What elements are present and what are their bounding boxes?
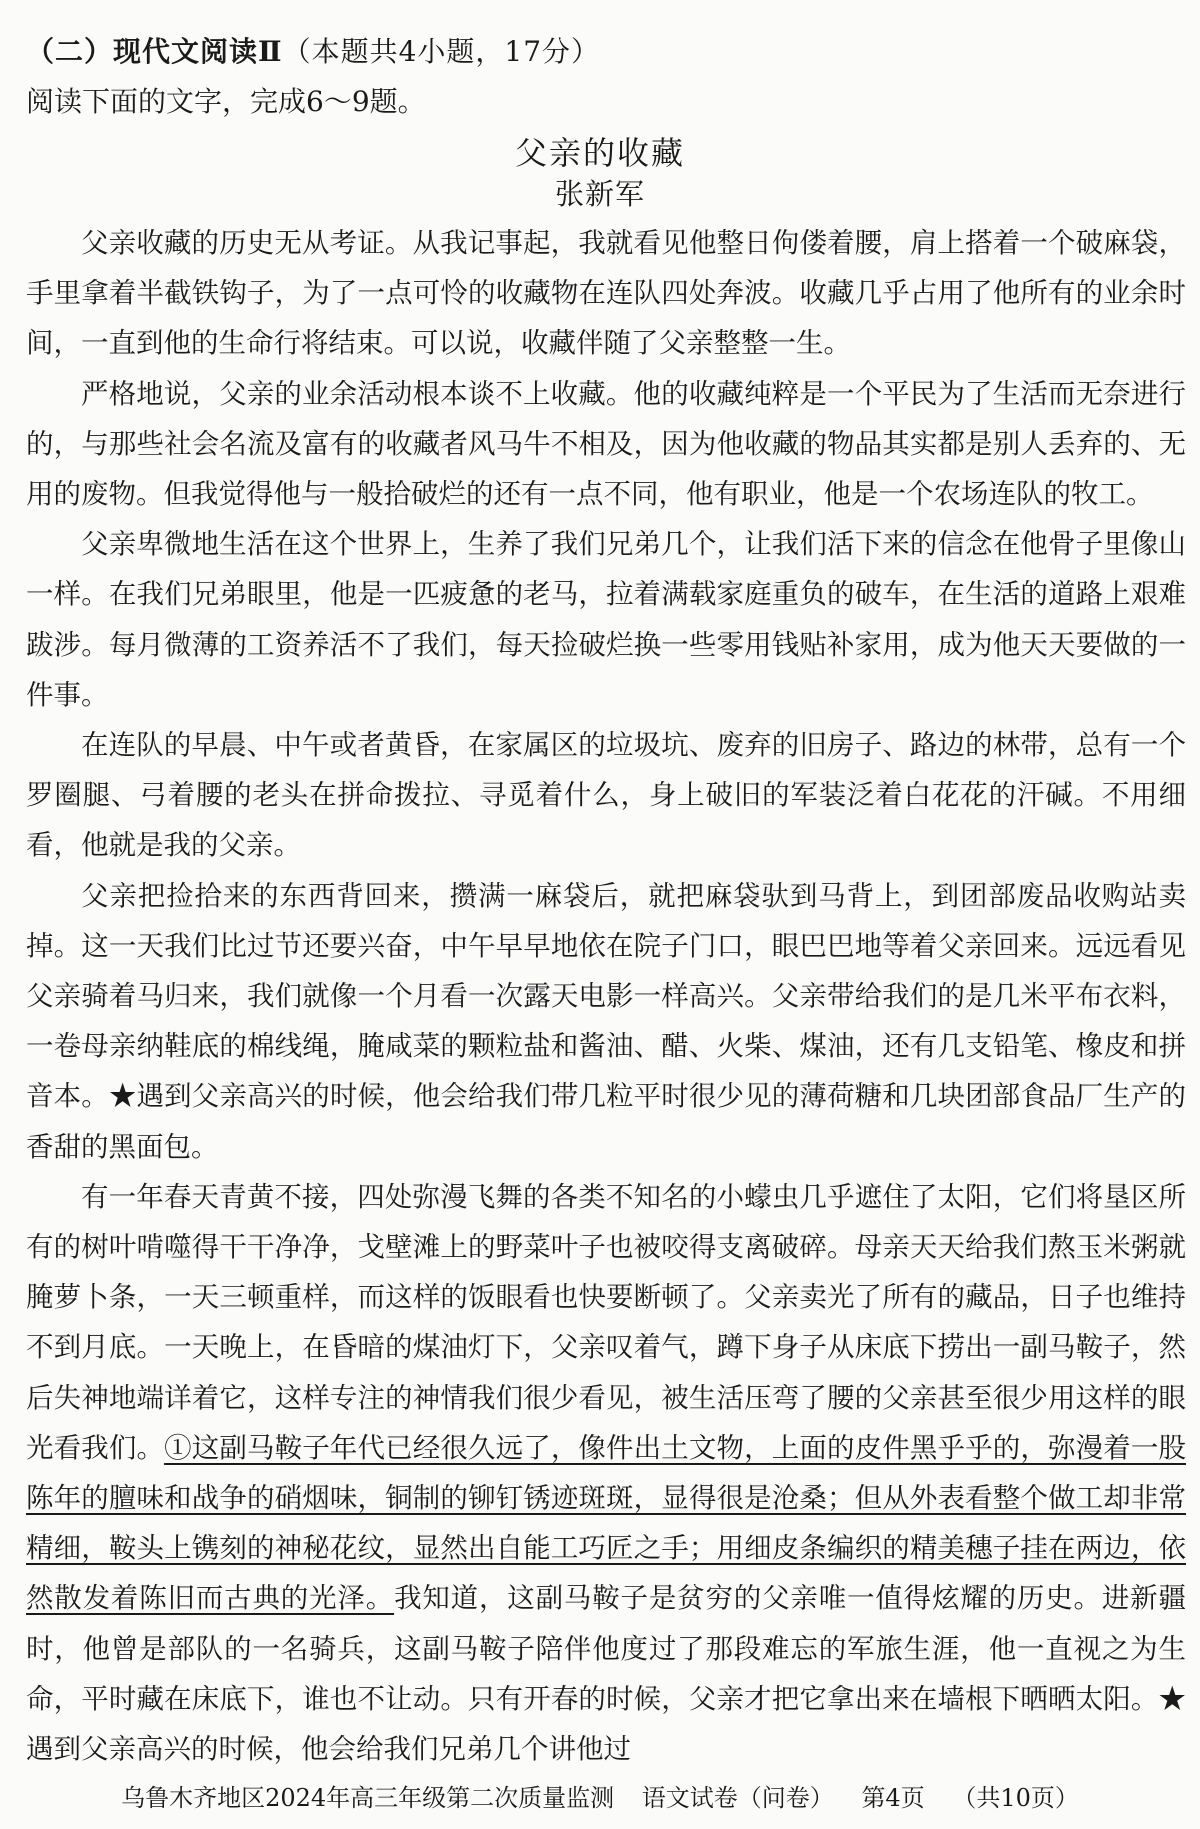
paragraph-5: 父亲把捡拾来的东西背回来，攒满一麻袋后，就把麻袋驮到马背上，到团部废品收购站卖掉。这一天我们比过节还要兴奋，中午早早地依在院子门口，眼巴巴地等着父亲回来。远远看见父亲骑着马归来，我们就像一个月看一次露天电影一样高兴。父亲带给我们的是几米平布衣料，一卷母亲纳鞋底的棉线绳，腌咸菜的颗粒盐和酱油、醋、火柴、煤油，还有几支铅笔、橡皮和拼音本。★遇到父亲高兴的时候，他会给我们带几粒平时很少见的薄荷糖和几块团部食品厂生产的香甜的黑面包。 [26, 879, 1186, 1163]
underlined-passage-1: ①这副马鞍子年代已经很久远了，像件出土文物，上面的皮件黑乎乎的，弥漫着一股陈年的膻味和战争的硝烟味，铜制的铆钉锈迹斑斑，显得很是沧桑；但从外表看整个做工却非常精细，鞍头上镌刻的神秘花纹，显然出自能工巧匠之手；用细皮条编织的精美穗子挂在两边，依然散发着陈旧而古典的光泽。 [26, 1431, 1186, 1615]
paragraph-1: 父亲收藏的历史无从考证。从我记事起，我就看见他整日佝偻着腰，肩上搭着一个破麻袋，手里拿着半截铁钩子，为了一点可怜的收藏物在连队四处奔波。收藏几乎占用了他所有的业余时间，一直到他的生命行将结束。可以说，收藏伴随了父亲整整一生。 [26, 227, 1186, 360]
reading-instruction: 阅读下面的文字，完成6～9题。 [26, 85, 426, 118]
paragraph-2: 严格地说，父亲的业余活动根本谈不上收藏。他的收藏纯粹是一个平民为了生活而无奈进行的，与那些社会名流及富有的收藏者风马牛不相及，因为他收藏的物品其实都是别人丢弃的、无用的废物。但我觉得他与一般拾破烂的还有一点不同，他有职业，他是一个农场连队的牧工。 [26, 377, 1186, 511]
section-note: （本题共4小题，17分） [282, 35, 601, 68]
footer-subject: 语文试卷（问卷） [641, 1784, 834, 1812]
footer-total-pages: （共10页） [952, 1784, 1079, 1812]
page-footer [0, 1778, 1200, 1813]
paragraph-4: 在连队的早晨、中午或者黄昏，在家属区的垃圾坑、废弃的旧房子、路边的林带，总有一个罗圈腿、弓着腰的老头在拼命拨拉、寻觅着什么，身上破旧的军装泛着白花花的汗碱。不用细看，他就是我的父亲。 [26, 729, 1186, 862]
paragraph-6-text: 有一年春天青黄不接，四处弥漫飞舞的各类不知名的小蠓虫几乎遮住了太阳，它们将垦区所有的树叶啃噬得干干净净，戈壁滩上的野菜叶子也被咬得支离破碎。母亲天天给我们熬玉米粥就腌萝卜条，一天三顿重样，而这样的饭眼看也快要断顿了。父亲卖光了所有的藏品，日子也维持不到月底。一天晚上，在昏暗的煤油灯下，父亲叹着气，蹲下身子从床底下捞出一副马鞍子，然后失神地端详着它，这样专注的神情我们很少看见，被生活压弯了腰的父亲甚至很少用这样的眼光看我们。 [26, 1180, 1186, 1464]
section-heading [26, 30, 600, 70]
footer-page-number: 第4页 [861, 1784, 925, 1812]
paragraph-3: 父亲卑微地生活在这个世界上，生养了我们兄弟几个，让我们活下来的信念在他骨子里像山一样。在我们兄弟眼里，他是一匹疲惫的老马，拉着满载家庭重负的破车，在生活的道路上艰难跋涉。每月微薄的工资养活不了我们，每天捡破烂换一些零用钱贴补家用，成为他天天要做的一件事。 [26, 528, 1186, 711]
article-title: 父亲的收藏 [514, 134, 685, 172]
paragraph-6 [26, 1172, 1186, 1774]
article-body [26, 218, 1186, 1774]
section-title: （二）现代文阅读Ⅱ [26, 35, 283, 68]
article-author: 张新军 [554, 177, 645, 211]
footer-exam-name: 乌鲁木齐地区2024年高三年级第二次质量监测 [121, 1784, 615, 1812]
paragraph-6-continuation: 我知道，这副马鞍子是贫穷的父亲唯一值得炫耀的历史。进新疆时，他曾是部队的一名骑兵，这副马鞍子陪伴他度过了那段难忘的军旅生涯，他一直视之为生命，平时藏在床底下，谁也不让动。只有开春的时候，父亲才把它拿出来在墙根下晒晒太阳。★遇到父亲高兴的时候，他会给我们兄弟几个讲他过 [26, 1582, 1186, 1766]
